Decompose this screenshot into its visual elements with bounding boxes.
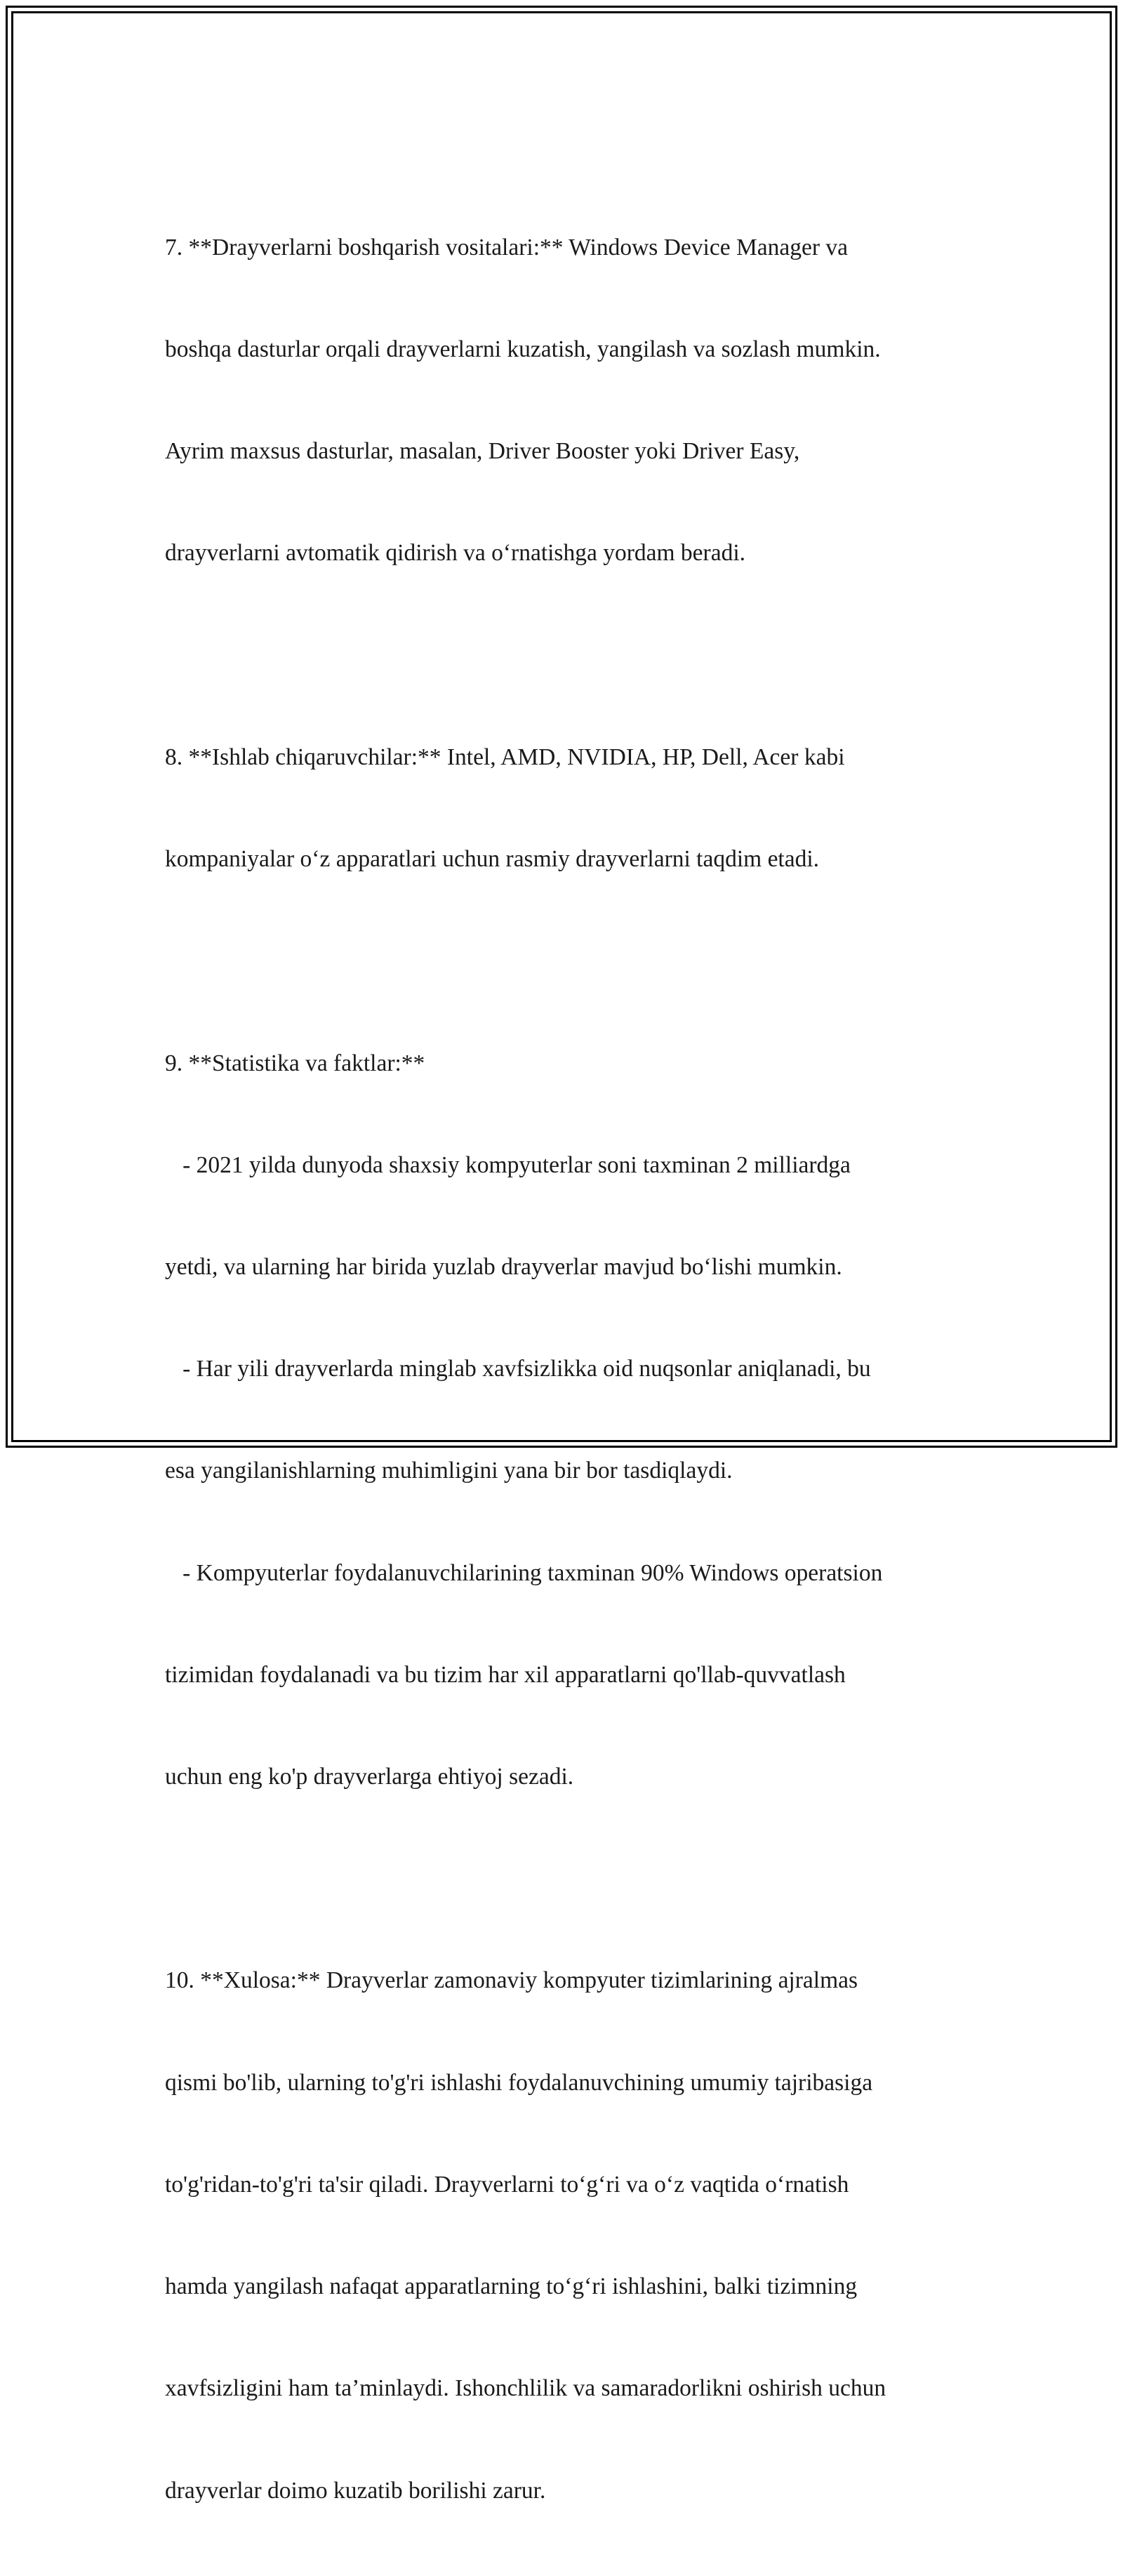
text-line: qismi bo'lib, ularning to'g'ri ishlashi foydalanuvchining umumiy tajribasiga (165, 2069, 873, 2096)
text-line: Ayrim maxsus dasturlar, masalan, Driver Booster yoki Driver Easy, (165, 438, 800, 465)
paragraph-7-driver-tools (165, 163, 972, 639)
text-line: - Har yili drayverlarda minglab xavfsizlikka oid nuqsonlar aniqlanadi, bu (165, 1356, 871, 1382)
text-line: 10. **Xulosa:** Drayverlar zamonaviy kompyuter tizimlarining ajralmas (165, 1967, 858, 1994)
text-line: boshqa dasturlar orqali drayverlarni kuzatish, yangilash va sozlash mumkin. (165, 336, 881, 363)
text-line: esa yangilanishlarning muhimligini yana bir bor tasdiqlaydi. (165, 1458, 733, 1484)
text-line: drayverlar doimo kuzatib borilishi zarur. (165, 2477, 546, 2504)
text-line: hamda yangilash nafaqat apparatlarning to‘g‘ri ishlashini, balki tizimning (165, 2273, 858, 2300)
paragraph-10-conclusion (165, 1896, 972, 2576)
text-line: drayverlarni avtomatik qidirish va o‘rnatishga yordam beradi. (165, 540, 745, 567)
text-line: 8. **Ishlab chiqaruvchilar:** Intel, AMD, NVIDIA, HP, Dell, Acer kabi (165, 744, 845, 770)
paragraph-8-manufacturers (165, 673, 972, 944)
document-body (165, 163, 972, 2576)
text-line: - 2021 yilda dunyoda shaxsiy kompyuterlar soni taxminan 2 milliardga (165, 1151, 851, 1178)
text-line: yetdi, va ularning har birida yuzlab drayverlar mavjud bo‘lishi mumkin. (165, 1253, 842, 1280)
text-line: xavfsizligini ham ta’minlaydi. Ishonchlilik va samaradorlikni oshirish uchun (165, 2375, 886, 2402)
text-line: uchun eng ko'p drayverlarga ehtiyoj sezadi. (165, 1764, 574, 1790)
text-line: tizimidan foydalanadi va bu tizim har xil apparatlarni qo'llab-quvvatlash (165, 1661, 846, 1688)
text-line: 9. **Statistika va faktlar:** (165, 1050, 425, 1076)
text-line: to'g'ridan-to'g'ri ta'sir qiladi. Drayverlarni to‘g‘ri va o‘z vaqtida o‘rnatish (165, 2171, 849, 2198)
paragraph-9-statistics (165, 979, 972, 1863)
text-line: kompaniyalar o‘z apparatlari uchun rasmiy drayverlarni taqdim etadi. (165, 846, 820, 873)
text-line: 7. **Drayverlarni boshqarish vositalari:** Windows Device Manager va (165, 234, 848, 260)
text-line: - Kompyuterlar foydalanuvchilarining taxminan 90% Windows operatsion (165, 1559, 883, 1586)
